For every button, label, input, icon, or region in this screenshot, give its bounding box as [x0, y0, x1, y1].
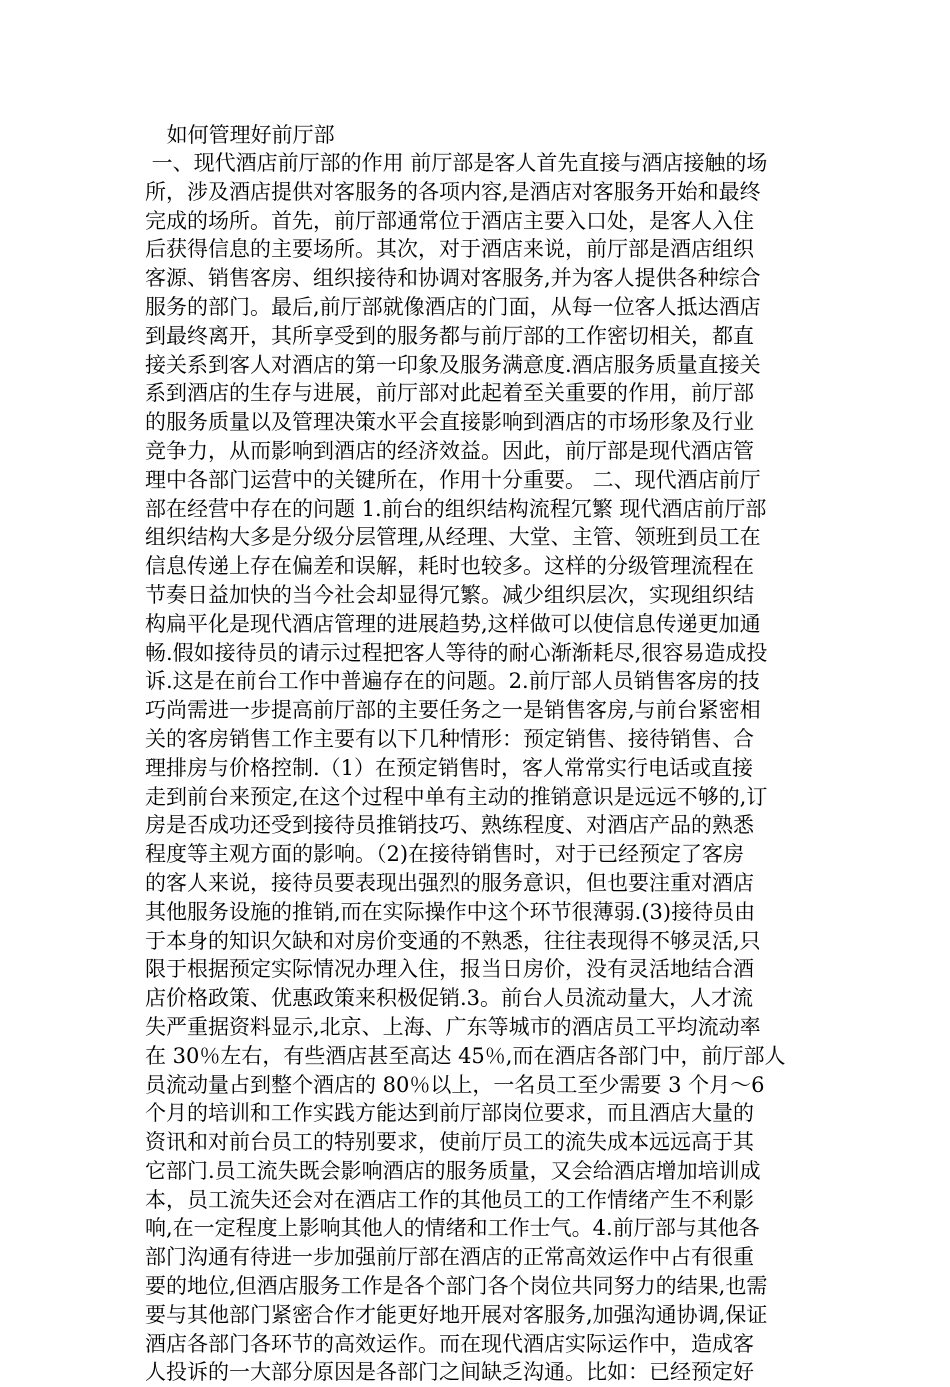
body-text-line: 客源、销售客房、组织接待和协调对客服务,并为客人提供各种综合 — [145, 266, 761, 291]
body-text-line: 房是否成功还受到接待员推销技巧、熟练程度、对酒店产品的熟悉 — [145, 813, 754, 838]
body-text-line: 限于根据预定实际情况办理入住，报当日房价，没有灵活地结合酒 — [145, 957, 754, 982]
body-text-line: 走到前台来预定,在这个过程中单有主动的推销意识是远远不够的,订 — [145, 784, 768, 809]
body-text-line: 到最终离开，其所享受到的服务都与前厅部的工作密切相关，都直 — [145, 323, 754, 348]
body-text-line: 要的地位,但酒店服务工作是各个部门各个岗位共同努力的结果,也需 — [145, 1274, 768, 1299]
body-text-line: 服务的部门。最后,前厅部就像酒店的门面，从每一位客人抵达酒店 — [145, 294, 761, 319]
body-text-line: 响,在一定程度上影响其他人的情绪和工作士气。4.前厅部与其他各 — [145, 1216, 760, 1241]
body-text-line: 酒店各部门各环节的高效运作。而在现代酒店实际运作中，造成客 — [145, 1331, 754, 1356]
body-text-line: 畅.假如接待员的请示过程把客人等待的耐心渐渐耗尽,很容易造成投 — [145, 640, 768, 665]
body-text-line: 部门沟通有待进一步加强前厅部在酒店的正常高效运作中占有很重 — [145, 1245, 754, 1270]
body-text-line: 诉.这是在前台工作中普遍存在的问题。2.前厅部人员销售客房的技 — [145, 669, 760, 694]
body-text-line: 的客人来说，接待员要表现出强烈的服务意识，但也要注重对酒店 — [145, 870, 754, 895]
body-text-line: 组织结构大多是分级分层管理,从经理、大堂、主管、领班到员工在 — [145, 525, 761, 550]
body-text-line: 一、现代酒店前厅部的作用 前厅部是客人首先直接与酒店接触的场 — [145, 151, 768, 175]
body-text-line: 竞争力，从而影响到酒店的经济效益。因此，前厅部是现代酒店管 — [145, 438, 754, 463]
body-text-line: 资讯和对前台员工的特别要求，使前厅员工的流失成本远远高于其 — [145, 1130, 754, 1155]
body-text-line: 本，员工流失还会对在酒店工作的其他员工的工作情绪产生不利影 — [145, 1187, 754, 1212]
body-text-line: 理排房与价格控制.（1）在预定销售时，客人常常实行电话或直接 — [145, 755, 754, 780]
body-text-line: 的服务质量以及管理决策水平会直接影响到酒店的市场形象及行业 — [145, 410, 754, 435]
body-text-line: 部在经营中存在的问题 1.前台的组织结构流程冗繁 现代酒店前厅部 — [145, 496, 767, 521]
document-title: 如何管理好前厅部 — [160, 123, 335, 147]
body-text-line: 巧尚需进一步提高前厅部的主要任务之一是销售客房,与前台紧密相 — [145, 698, 761, 723]
body-text-line: 构扁平化是现代酒店管理的进展趋势,这样做可以使信息传递更加通 — [145, 611, 761, 636]
body-text-line: 程度等主观方面的影响。（2)在接待销售时，对于已经预定了客房 — [145, 842, 745, 867]
body-text-line: 失严重据资料显示,北京、上海、广东等城市的酒店员工平均流动率 — [145, 1014, 761, 1039]
body-text-line: 接关系到客人对酒店的第一印象及服务满意度.酒店服务质量直接关 — [145, 352, 761, 377]
body-text-line: 它部门.员工流失既会影响酒店的服务质量，又会给酒店增加培训成 — [145, 1158, 761, 1183]
body-text-line: 个月的培训和工作实践方能达到前厅部岗位要求，而且酒店大量的 — [145, 1101, 754, 1126]
body-text-line: 关的客房销售工作主要有以下几种情形：预定销售、接待销售、合 — [145, 726, 754, 751]
body-text-line: 所，涉及酒店提供对客服务的各项内容,是酒店对客服务开始和最终 — [145, 179, 761, 204]
body-text-line: 系到酒店的生存与进展，前厅部对此起着至关重要的作用，前厅部 — [145, 381, 754, 406]
body-text-line: 后获得信息的主要场所。其次，对于酒店来说，前厅部是酒店组织 — [145, 237, 754, 262]
body-text-line: 店价格政策、优惠政策来积极促销.3。前台人员流动量大，人才流 — [145, 986, 754, 1011]
body-text-line: 其他服务设施的推销,而在实际操作中这个环节很薄弱.(3)接待员由 — [145, 899, 756, 924]
body-text-line: 信息传递上存在偏差和误解，耗时也较多。这样的分级管理流程在 — [145, 554, 754, 579]
body-text-line: 人投诉的一大部分原因是各部门之间缺乏沟通。比如：已经预定好 — [145, 1360, 754, 1385]
body-text-line: 理中各部门运营中的关键所在，作用十分重要。 二、现代酒店前厅 — [145, 467, 761, 492]
body-text-line: 在 30％左右，有些酒店甚至高达 45％,而在酒店各部门中，前厅部人 — [145, 1043, 786, 1068]
body-text-line: 节奏日益加快的当今社会却显得冗繁。减少组织层次，实现组织结 — [145, 582, 754, 607]
document-body — [145, 149, 817, 1387]
body-text-line: 于本身的知识欠缺和对房价变通的不熟悉，往往表现得不够灵活,只 — [145, 928, 761, 953]
body-text-line: 要与其他部门紧密合作才能更好地开展对客服务,加强沟通协调,保证 — [145, 1302, 768, 1327]
body-text-line: 完成的场所。首先，前厅部通常位于酒店主要入口处，是客人入住 — [145, 208, 754, 233]
body-text-line: 员流动量占到整个酒店的 80％以上，一名员工至少需要 3 个月～6 — [145, 1072, 765, 1097]
